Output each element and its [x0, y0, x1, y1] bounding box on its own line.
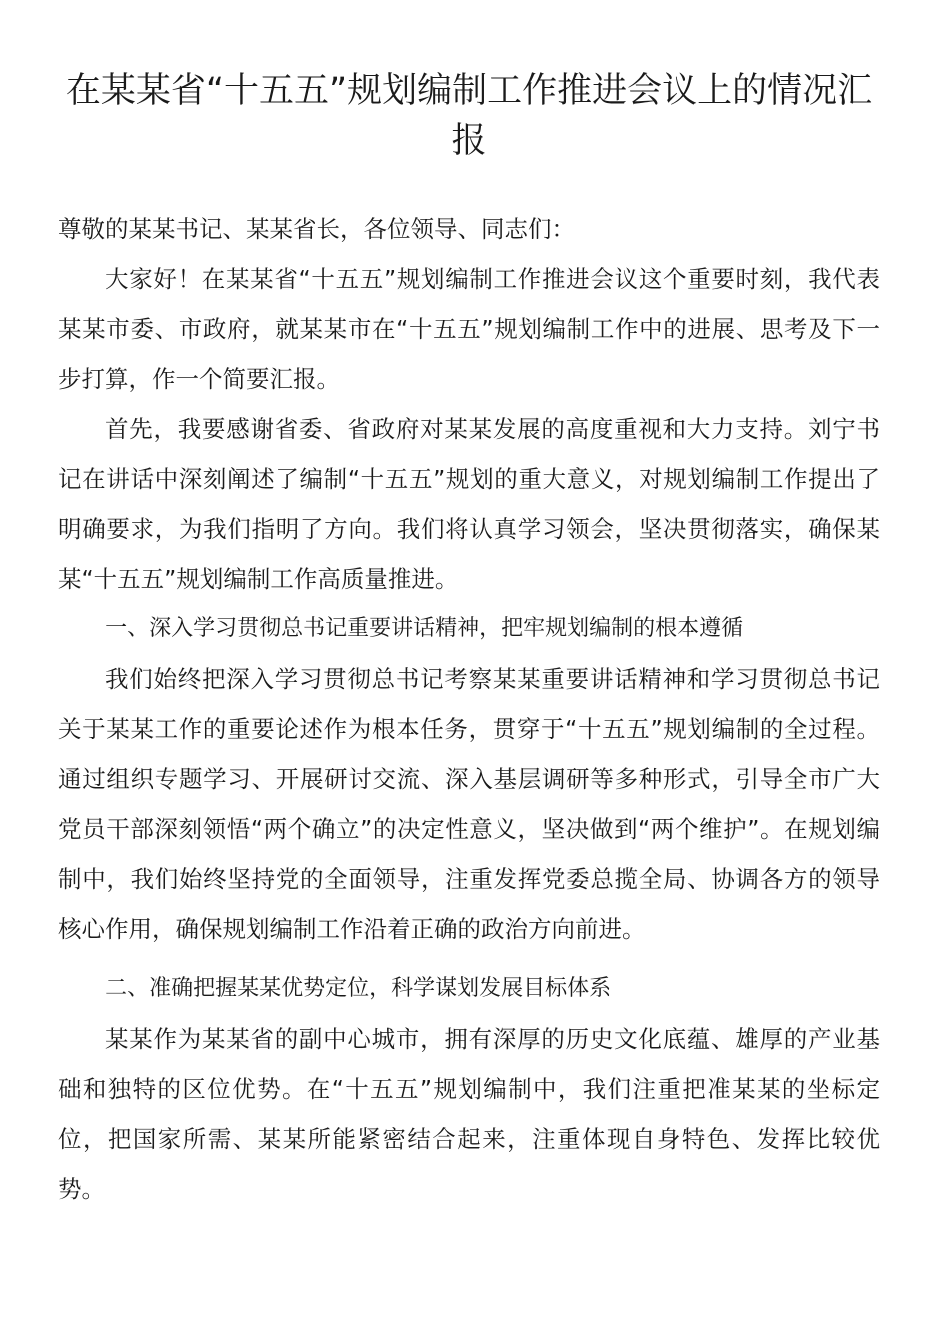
document-page [58, 66, 880, 1214]
section-body-2: 某某作为某某省的副中心城市，拥有深厚的历史文化底蕴、雄厚的产业基础和独特的区位优势。在“十五五”规划编制中，我们注重把准某某的坐标定位，把国家所需、某某所能紧密结合起来，注重体现自身特色、发挥比较优势。 [58, 1025, 880, 1203]
paragraph-thanks: 首先，我要感谢省委、省政府对某某发展的高度重视和大力支持。刘宁书记在讲话中深刻阐述了编制“十五五”规划的重大意义，对规划编制工作提出了明确要求，为我们指明了方向。我们将认真学习领会，坚决贯彻落实，确保某某“十五五”规划编制工作高质量推进。 [58, 415, 880, 593]
salutation: 尊敬的某某书记、某某省长，各位领导、同志们： [58, 215, 575, 243]
section-body-1: 我们始终把深入学习贯彻总书记考察某某重要讲话精神和学习贯彻总书记关于某某工作的重要论述作为根本任务，贯穿于“十五五”规划编制的全过程。通过组织专题学习、开展研讨交流、深入基层调研等多种形式，引导全市广大党员干部深刻领悟“两个确立”的决定性意义，坚决做到“两个维护”。在规划编制中，我们始终坚持党的全面领导，注重发挥党委总揽全局、协调各方的领导核心作用，确保规划编制工作沿着正确的政治方向前进。 [58, 665, 880, 943]
paragraph-opening: 大家好！在某某省“十五五”规划编制工作推进会议这个重要时刻，我代表某某市委、市政府，就某某市在“十五五”规划编制工作中的进展、思考及下一步打算，作一个简要汇报。 [58, 265, 880, 393]
section-heading-2: 二、准确把握某某优势定位，科学谋划发展目标体系 [105, 976, 612, 1001]
document-title: 在某某省“十五五”规划编制工作推进会议上的情况汇报 [65, 71, 873, 161]
section-gap [58, 954, 880, 964]
section-heading-1: 一、深入学习贯彻总书记重要讲话精神，把牢规划编制的根本遵循 [105, 616, 744, 641]
